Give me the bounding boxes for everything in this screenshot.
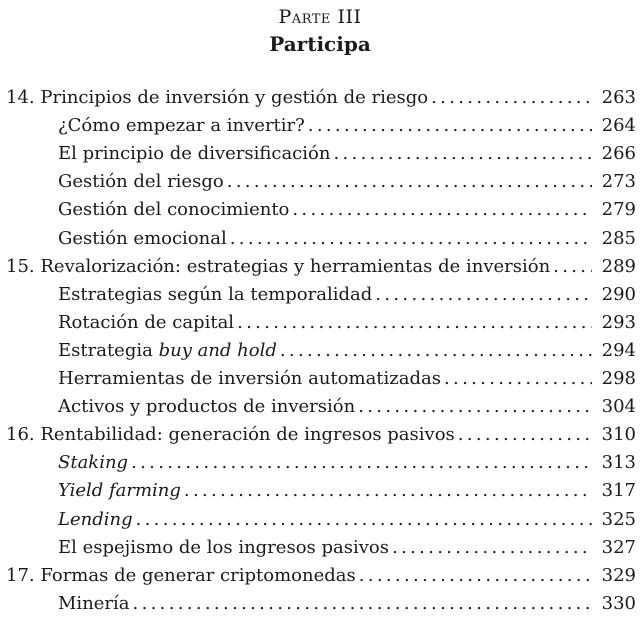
toc-page-number: 298 [601, 368, 636, 389]
toc-page-number: 304 [601, 396, 636, 418]
toc-page-number: 264 [601, 115, 636, 137]
toc-entry-text: Rotación de capital [58, 311, 235, 333]
toc-entry-title [6, 253, 550, 281]
dot-leader [375, 281, 592, 309]
toc-entry-title [58, 225, 227, 253]
dot-leader [131, 449, 592, 477]
toc-entry-text: Staking [58, 452, 129, 474]
toc-entry-title [6, 562, 356, 590]
dot-leader [292, 196, 592, 224]
toc-page-number: 313 [601, 452, 636, 474]
toc-page-number: 294 [601, 339, 636, 361]
toc-entry-text: Activos y productos de inversión [58, 396, 356, 418]
dot-leader [444, 365, 592, 393]
dot-leader [133, 590, 592, 618]
toc-section-entry [58, 168, 636, 196]
toc-section-entry [58, 477, 636, 505]
toc-chapter-entry [6, 253, 636, 281]
toc-section-entry [58, 365, 636, 393]
toc-entry-text: Minería [58, 592, 130, 614]
toc-page-number: 325 [601, 508, 636, 530]
toc-entry-title [58, 196, 289, 224]
toc-section-entry [58, 534, 636, 562]
toc-page-number: 330 [601, 592, 636, 614]
toc-entry-title [58, 337, 277, 365]
toc-entry-prefix: 17. [6, 564, 41, 586]
toc-entry-text: ¿Cómo empezar a invertir? [58, 115, 305, 137]
dot-leader [553, 253, 592, 281]
toc-page-number: 290 [601, 283, 636, 305]
toc-entry-prefix: Estrategia [58, 339, 159, 361]
toc-section-entry [58, 112, 636, 140]
toc-page-number: 273 [601, 171, 636, 193]
toc-section-entry [58, 449, 636, 477]
toc-page-number: 289 [601, 255, 636, 277]
dot-leader [458, 421, 592, 449]
toc-entry-prefix: 16. [6, 424, 41, 446]
dot-leader [308, 112, 592, 140]
toc-entry-title [58, 309, 234, 337]
toc-entry-title [6, 421, 455, 449]
toc-section-entry [58, 590, 636, 618]
toc-entry-text: Estrategias según la temporalidad [58, 283, 373, 305]
toc-page-number: 329 [601, 564, 636, 586]
toc-page-number: 310 [601, 424, 636, 446]
dot-leader [431, 84, 592, 112]
part-label: Parte III [278, 6, 362, 28]
toc-chapter-entry [6, 421, 636, 449]
toc-page-number: 285 [601, 227, 636, 249]
toc-section-entry [58, 337, 636, 365]
toc-section-entry [58, 309, 636, 337]
toc-entry-title [58, 281, 372, 309]
dot-leader [280, 337, 592, 365]
toc-entry-text: Herramientas de inversión automatizadas [58, 368, 441, 389]
toc-entry-text: Gestión del riesgo [58, 171, 224, 193]
toc-entry-title [58, 168, 224, 196]
toc-section-entry [58, 225, 636, 253]
toc-page-number: 266 [601, 143, 636, 165]
toc-entry-text: El espejismo de los ingresos pasivos [58, 536, 389, 558]
toc-entry-text: Formas de generar criptomonedas [40, 564, 356, 586]
toc-entry-text: Yield farming [58, 480, 181, 502]
dot-leader [333, 140, 592, 168]
toc-entry-title [58, 449, 128, 477]
toc-section-entry [58, 281, 636, 309]
toc-entry-text: Revalorización: estrategias y herramientas de inversión [40, 255, 551, 277]
toc-page-number: 317 [601, 480, 636, 502]
dot-leader [358, 393, 592, 421]
dot-leader [184, 477, 592, 505]
toc-entry-title [58, 365, 441, 393]
toc-entry-title [58, 393, 355, 421]
toc-entry-text: Gestión emocional [58, 227, 227, 249]
toc-entry-text: Lending [58, 508, 133, 530]
toc-entry-text: Rentabilidad: generación de ingresos pasivos [40, 424, 455, 446]
toc-section-entry [58, 393, 636, 421]
toc-page-number: 263 [601, 87, 636, 108]
toc-entry-title [58, 140, 330, 168]
toc-page-number: 279 [601, 199, 636, 221]
toc-section-entry [58, 506, 636, 534]
toc-entry-title [58, 506, 133, 534]
toc-entry-text: Gestión del conocimiento [58, 199, 290, 221]
toc-entry-text: buy and hold [158, 339, 277, 361]
toc-page-number: 293 [601, 311, 636, 333]
dot-leader [237, 309, 592, 337]
dot-leader [227, 168, 592, 196]
toc-entry-title [58, 590, 130, 618]
toc-entry-text: Principios de inversión y gestión de riesgo [40, 87, 429, 108]
toc-entry-title [58, 112, 305, 140]
toc-entry-title [6, 84, 428, 112]
dot-leader [136, 506, 592, 534]
toc-chapter-entry [6, 562, 636, 590]
toc-page-number: 327 [601, 536, 636, 558]
toc-entry-title [58, 534, 389, 562]
toc-entry-text: El principio de diversificación [58, 143, 331, 165]
part-title: Participa [269, 32, 371, 56]
dot-leader [230, 225, 592, 253]
toc-entry-prefix: 15. [6, 255, 41, 277]
toc-section-entry [58, 196, 636, 224]
toc-chapter-entry [6, 84, 636, 112]
dot-leader [392, 534, 592, 562]
toc-entry-prefix: 14. [6, 87, 41, 108]
toc-section-entry [58, 140, 636, 168]
dot-leader [359, 562, 592, 590]
toc-entry-title [58, 477, 181, 505]
